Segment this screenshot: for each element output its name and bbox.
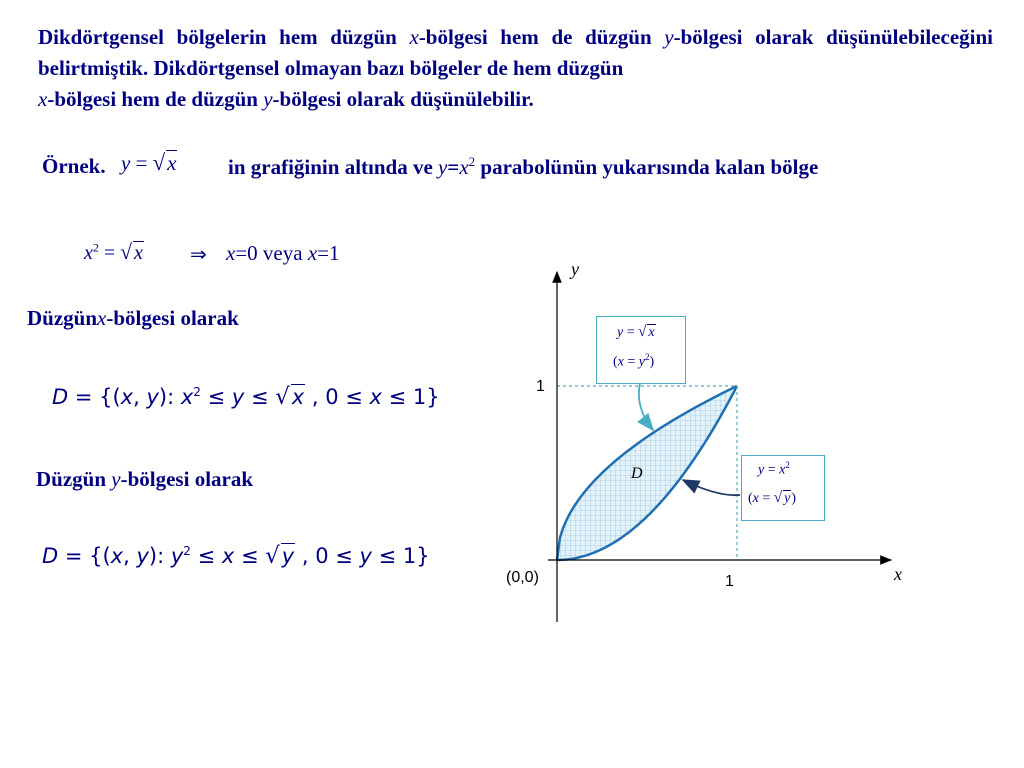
sqrt-icon: √ (265, 543, 280, 569)
x-set-sqrt-x: x (291, 385, 305, 409)
callout2-close: ) (791, 491, 796, 506)
x-set-le2: ≤ (244, 385, 276, 409)
callout1-x: x (648, 325, 655, 340)
y-set-close: ): (148, 544, 171, 568)
intersection-rhs-x: x (134, 242, 143, 264)
y-set-y3: y (359, 544, 372, 568)
origin-label: (0,0) (506, 569, 539, 586)
callout1-l2-y: y (638, 354, 646, 370)
solution-2-value: =1 (317, 241, 340, 265)
example-par-x: x (459, 155, 469, 179)
x-set-end: ≤ 1} (381, 385, 440, 409)
box2-pointer-arrow (683, 480, 740, 495)
x-set-x2: x (180, 385, 194, 409)
y-region-heading-a: Düzgün (36, 467, 112, 491)
intro-text-1: Dikdörtgensel bölgelerin hem düzgün (38, 25, 410, 49)
x-set-le: ≤ (200, 385, 232, 409)
x-region-heading-b: -bölgesi olarak (106, 306, 239, 330)
implies-arrow-icon: ⇒ (190, 242, 207, 266)
callout1-line2 (613, 352, 654, 371)
intro-text-3: -bölgesi olarak düşünülebileceğini belirtmiştik. Dikdörtgensel olmayan bazı bölgeler de hem düzgün (38, 25, 993, 80)
intro-text-4: -bölgesi hem de düzgün (47, 87, 264, 111)
intro-var-x: x (409, 25, 419, 49)
region-d-label: D (631, 465, 643, 482)
x-axis-label: x (894, 564, 902, 584)
solution-2-var: x (307, 241, 318, 265)
y-set-D: D (42, 544, 59, 568)
intersection-lhs-x: x (84, 242, 93, 264)
callout1-l2-eq: = (623, 354, 639, 370)
x-set-exponent: 2 (193, 385, 201, 399)
callout1-close: ) (649, 354, 655, 370)
example-text-2: parabolünün yukarısında kalan bölge (475, 155, 819, 179)
intro-text-2: -bölgesi hem de düzgün (418, 25, 665, 49)
intro-var-y-2: y (263, 87, 273, 111)
solution-1-var: x (226, 241, 236, 265)
x-set-comma: , (133, 385, 147, 409)
callout2-eq: = (764, 462, 780, 478)
y-set-x2: x (221, 544, 235, 568)
callout2-y: y (758, 462, 765, 478)
callout2-l2-x: x (752, 491, 759, 506)
y-set-le2: ≤ (234, 544, 266, 568)
sqrt-icon: √ (120, 240, 133, 264)
callout2-l2-y: y (784, 491, 791, 506)
solution-or: veya (262, 241, 303, 265)
callout2-exp: 2 (785, 460, 790, 470)
y-region-heading-b: -bölgesi olarak (120, 467, 254, 491)
callout1-l2-x: x (617, 354, 624, 370)
intro-var-y: y (664, 25, 674, 49)
callout1-line1 (617, 324, 656, 341)
y-set-comma: , (123, 544, 137, 568)
example-par-eq: = (447, 155, 460, 179)
callout1-l2-exp: 2 (645, 352, 650, 362)
box1-pointer-arrow (639, 383, 653, 430)
sqrt-icon: √ (638, 324, 647, 340)
intersection-lhs-exponent: 2 (92, 240, 99, 255)
x-region-heading-a: Düzgün (27, 306, 98, 330)
example-par-y: y (438, 155, 448, 179)
y-set-le: ≤ (190, 544, 222, 568)
x-region-heading-var: x (97, 306, 107, 330)
intersection-equals: = (98, 242, 121, 264)
y-set-end: ≤ 1} (371, 544, 430, 568)
x-set-sep: , 0 ≤ (305, 385, 370, 409)
y-set-y2: y (170, 544, 184, 568)
x-set-y2: y (231, 385, 245, 409)
intro-var-x-2: x (38, 87, 48, 111)
y-tick-1: 1 (536, 378, 545, 395)
example-par-exponent: 2 (468, 154, 476, 169)
callout2-line2 (748, 490, 796, 507)
callout1-y: y (617, 325, 624, 340)
example-label: Örnek. (42, 154, 106, 178)
intro-text-5: -bölgesi olarak düşünülebilir. (272, 87, 534, 111)
y-set-x: x (110, 544, 124, 568)
x-set-x3: x (369, 385, 382, 409)
callout-x-squared (741, 455, 825, 521)
region-d-fill (557, 386, 737, 560)
x-set-x: x (120, 385, 134, 409)
callout-sqrt-x (596, 316, 686, 384)
y-set-open: = {( (58, 544, 111, 568)
example-eq-equals: = (130, 151, 153, 175)
y-set-y: y (136, 544, 149, 568)
sqrt-icon: √ (152, 150, 166, 175)
sqrt-icon: √ (275, 384, 290, 410)
y-axis-label: y (571, 259, 579, 279)
callout1-eq: = (623, 325, 639, 340)
callout2-line1 (758, 460, 790, 479)
callout2-x: x (779, 462, 786, 478)
sqrt-icon: √ (773, 490, 783, 506)
x-set-y: y (146, 385, 159, 409)
y-set-sep: , 0 ≤ (295, 544, 360, 568)
solution-1-value: =0 (235, 241, 258, 265)
x-set-D: D (52, 385, 69, 409)
x-set-close: ): (158, 385, 181, 409)
x-set-open: = {( (68, 385, 121, 409)
y-region-heading-var: y (111, 467, 121, 491)
example-eq-y: y (121, 151, 131, 175)
y-set-sqrt-y: y (281, 544, 295, 568)
example-text-1: in grafiğinin altında ve (228, 155, 439, 179)
example-eq-x: x (167, 151, 177, 175)
callout2-open: ( (748, 491, 753, 506)
y-set-exponent: 2 (183, 544, 191, 558)
callout2-l2-eq: = (758, 491, 774, 506)
callout1-open: ( (613, 354, 618, 370)
x-tick-1: 1 (725, 573, 734, 590)
